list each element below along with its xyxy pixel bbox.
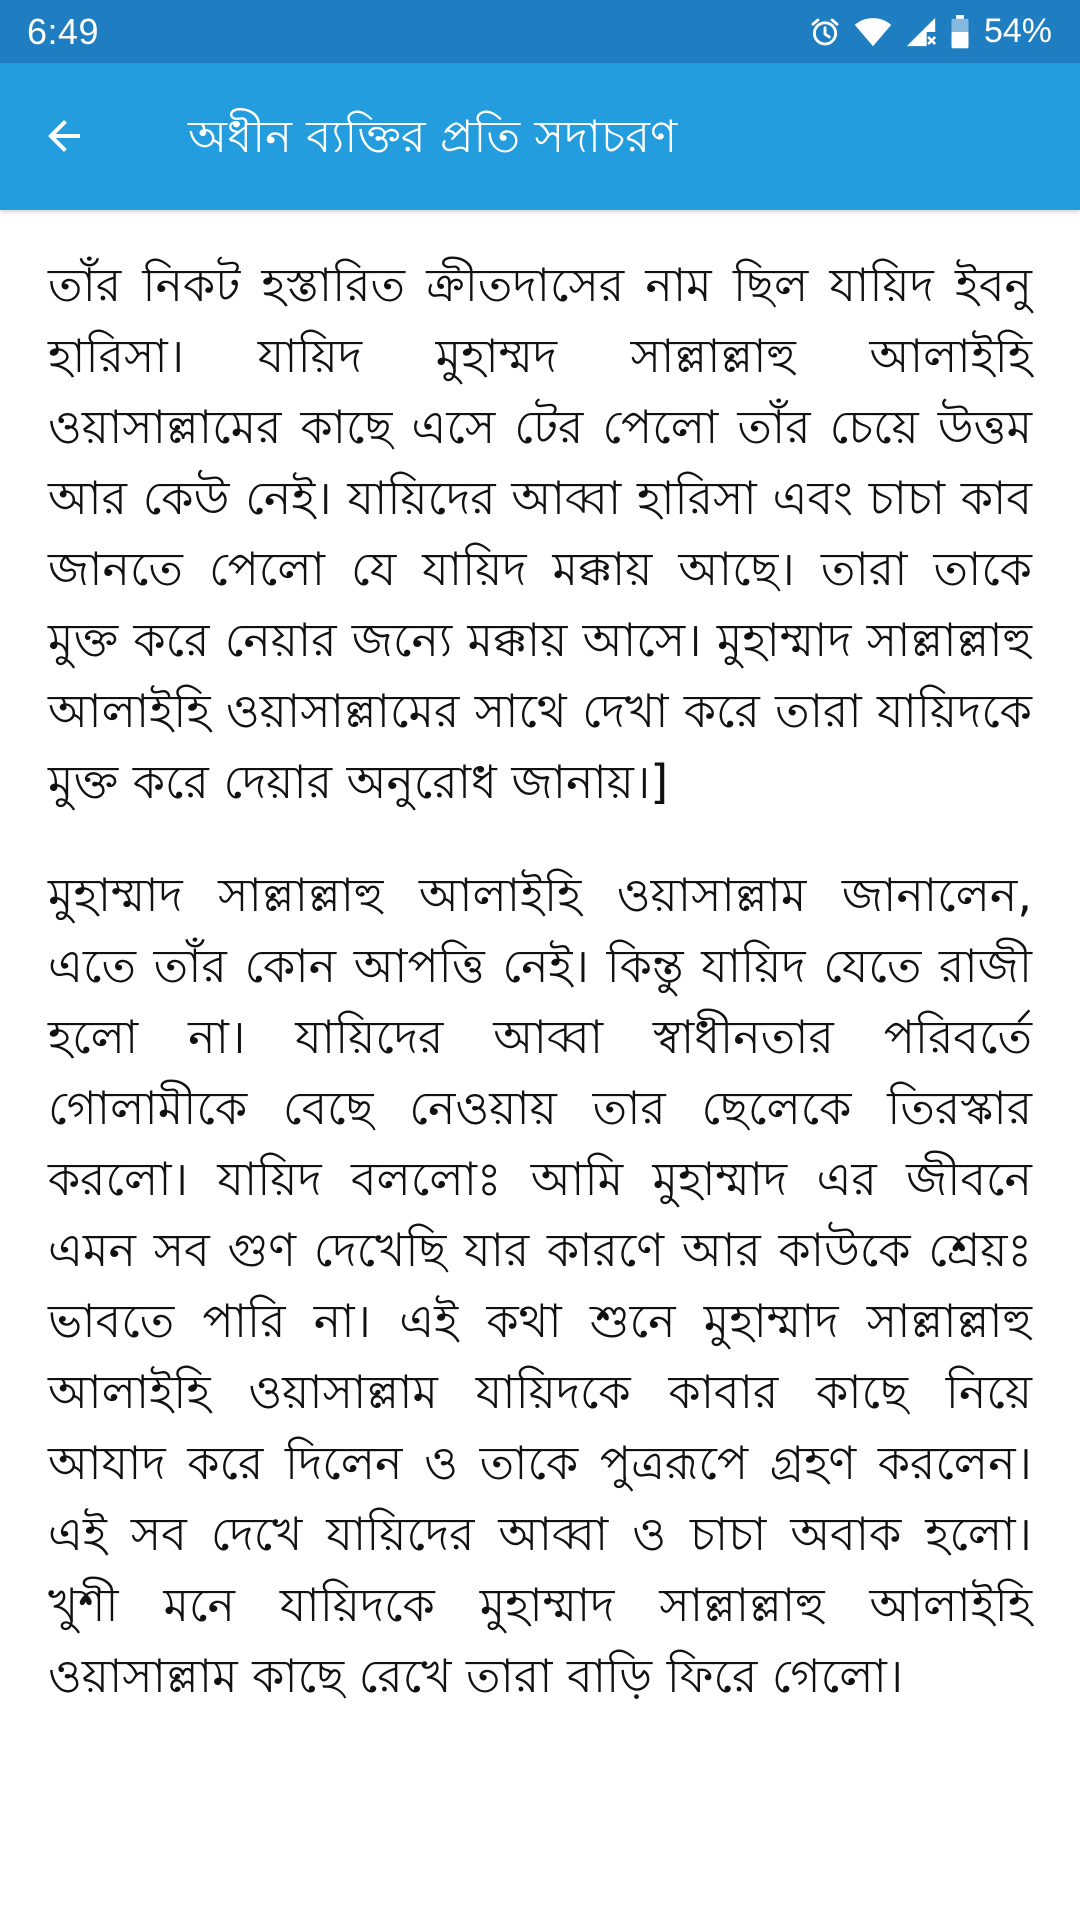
- battery-percent: 54%: [983, 12, 1052, 50]
- article-body: [48, 250, 1032, 1712]
- status-time: 6:49: [27, 10, 100, 52]
- battery-icon: [950, 15, 970, 49]
- article-paragraph-2: মুহাম্মাদ সাল্লাল্লাহু আলাইহি ওয়াসাল্লাম জানালেন, এতে তাঁর কোন আপত্তি নেই। কিন্তু যায়িদ যেতে রাজী হলো না। যায়িদের আব্বা স্বাধীনতার পরিবর্তে গোলামীকে বেছে নেওয়ায় তার ছেলেকে তিরস্কার করলো। যায়িদ বললোঃ আমি মুহাম্মাদ এর জীবনে এমন সব গুণ দেখেছি যার কারণে আর কাউকে শ্রেয়ঃ ভাবতে পারি না। এই কথা শুনে মুহাম্মাদ সাল্লাল্লাহু আলাইহি ওয়াসাল্লাম যায়িদকে কাবার কাছে নিয়ে আযাদ করে দিলেন ও তাকে পুত্ররূপে গ্রহণ করলেন। এই সব দেখে যায়িদের আব্বা ও চাচা অবাক হলো। খুশী মনে যায়িদকে মুহাম্মাদ সাল্লাল্লাহু আলাইহি ওয়াসাল্লাম কাছে রেখে তারা বাড়ি ফিরে গেলো।: [48, 868, 1032, 1703]
- back-button[interactable]: [28, 100, 100, 172]
- article-paragraph-1: তাঁর নিকট হস্তারিত ক্রীতদাসের নাম ছিল যায়িদ ইবনু হারিসা। যায়িদ মুহাম্মদ সাল্লাল্লাহু আলাইহি ওয়াসাল্লামের কাছে এসে টের পেলো তাঁর চেয়ে উত্তম আর কেউ নেই। যায়িদের আব্বা হারিসা এবং চাচা কাব জানতে পেলো যে যায়িদ মক্কায় আছে। তারা তাকে মুক্ত করে নেয়ার জন্যে মক্কায় আসে। মুহাম্মাদ সাল্লাল্লাহু আলাইহি ওয়াসাল্লামের সাথে দেখা করে তারা যায়িদকে মুক্ত করে দেয়ার অনুরোধ জানায়।]: [48, 258, 1032, 809]
- wifi-icon: [854, 15, 892, 49]
- arrow-back-icon: [40, 112, 88, 160]
- status-icons: [808, 12, 1052, 51]
- page-title: অধীন ব্যক্তির প্রতি সদাচরণ: [188, 110, 678, 163]
- app-bar: [0, 63, 1080, 210]
- cell-signal-no-service-icon: [904, 15, 938, 49]
- status-bar: [0, 0, 1080, 63]
- alarm-icon: [808, 15, 842, 49]
